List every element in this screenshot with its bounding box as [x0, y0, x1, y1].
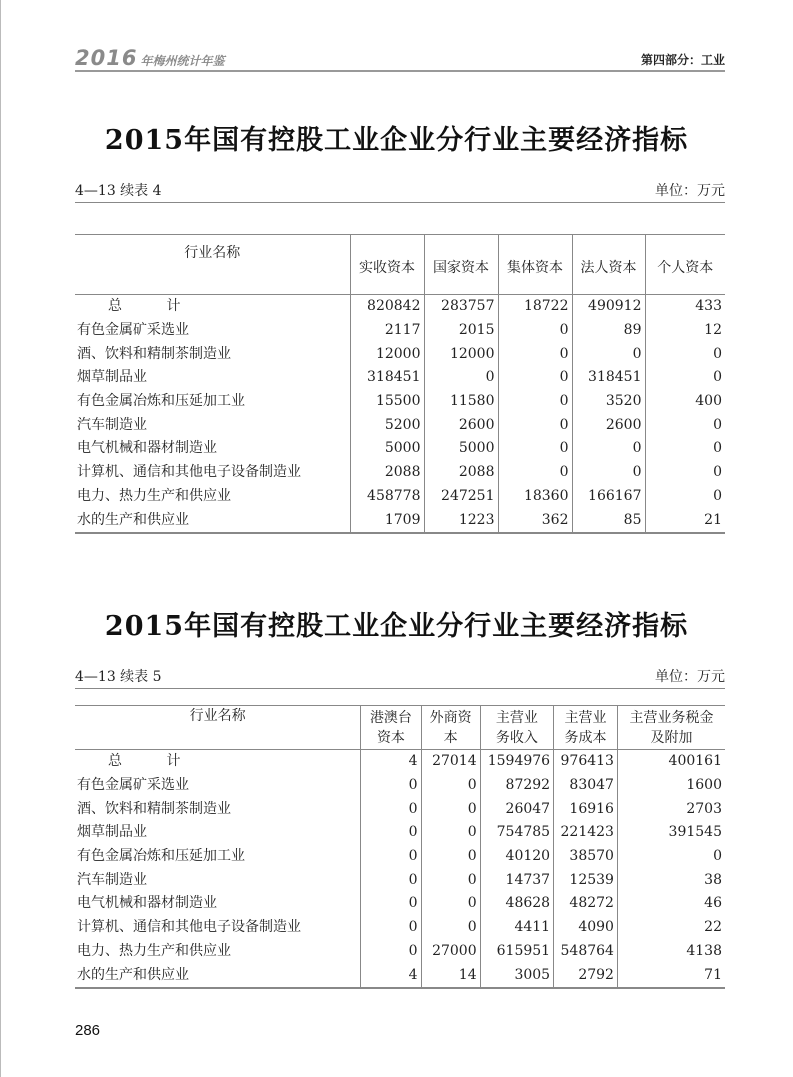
table-cell: 0	[645, 366, 725, 390]
table-cell: 2015	[424, 319, 498, 343]
table-cell: 0	[498, 366, 572, 390]
table5-subline	[75, 664, 725, 689]
table-cell: 14737	[480, 868, 553, 892]
col-header-line1: 港澳台	[369, 709, 412, 726]
table-cell: 48272	[554, 892, 618, 916]
table-cell: 0	[498, 437, 572, 461]
table-cell: 0	[361, 868, 421, 892]
table-cell: 1223	[424, 508, 498, 533]
table-cell: 83047	[554, 774, 618, 798]
table-cell: 400161	[617, 750, 725, 774]
table-cell: 754785	[480, 821, 553, 845]
table-cell: 400	[645, 390, 725, 414]
table-cell: 318451	[350, 366, 424, 390]
table-cell: 12000	[424, 342, 498, 366]
col-header-line1: 外商资本	[429, 709, 472, 746]
section-label: 第四部分：工业	[640, 53, 725, 67]
table-cell: 433	[645, 295, 725, 319]
table-cell: 0	[498, 461, 572, 485]
col-header-industry: 行业名称	[184, 245, 241, 261]
table-cell: 12539	[554, 868, 618, 892]
row-label-industry: 计算机、通信和其他电子设备制造业	[77, 464, 301, 481]
table-cell: 15500	[350, 390, 424, 414]
table-row	[75, 319, 725, 343]
table-cell: 0	[572, 437, 645, 461]
col-header-line2: 务成本	[564, 729, 607, 746]
row-label-industry: 汽车制造业	[77, 871, 147, 888]
table-row	[75, 437, 725, 461]
table-cell: 0	[498, 342, 572, 366]
table-cell: 22	[617, 916, 725, 940]
table-cell: 976413	[554, 750, 618, 774]
table-row	[75, 342, 725, 366]
row-label-industry: 酒、饮料和精制茶制造业	[77, 345, 231, 362]
row-label-industry: 有色金属矿采选业	[77, 777, 189, 794]
table4-unit: 单位：万元	[655, 183, 725, 199]
brand-year: 2016	[75, 46, 138, 70]
col-header-line2: 及附加	[650, 729, 693, 746]
col-header-line1: 主营业	[564, 709, 607, 726]
table-cell: 0	[361, 940, 421, 964]
row-label-industry: 酒、饮料和精制茶制造业	[77, 800, 231, 817]
table4	[75, 234, 725, 534]
table-cell: 0	[421, 916, 480, 940]
table-cell: 5000	[350, 437, 424, 461]
table-cell: 820842	[350, 295, 424, 319]
table-row	[75, 797, 725, 821]
table-row	[75, 868, 725, 892]
table-cell: 4	[361, 963, 421, 988]
col-header	[421, 706, 480, 750]
table-cell: 0	[421, 797, 480, 821]
table-cell: 2703	[617, 797, 725, 821]
col-header-industry	[75, 706, 361, 750]
table-cell: 5200	[350, 413, 424, 437]
table-cell: 0	[498, 413, 572, 437]
table-cell: 1594976	[480, 750, 553, 774]
table-row	[75, 963, 725, 988]
col-header-line2: 务收入	[495, 729, 538, 746]
table-cell: 0	[421, 868, 480, 892]
row-label-industry: 电力、热力生产和供应业	[77, 487, 231, 504]
row-label-industry: 电气机械和器材制造业	[77, 895, 217, 912]
table-cell: 27000	[421, 940, 480, 964]
table-cell: 0	[421, 821, 480, 845]
table-cell: 0	[645, 413, 725, 437]
table4-body	[75, 295, 725, 533]
table-cell: 2600	[424, 413, 498, 437]
table-cell: 38	[617, 868, 725, 892]
table-row	[75, 295, 725, 319]
table-row	[75, 916, 725, 940]
table-cell: 0	[498, 319, 572, 343]
table-cell: 458778	[350, 485, 424, 509]
row-label-industry: 有色金属矿采选业	[77, 322, 189, 339]
row-label-industry: 水的生产和供应业	[75, 963, 361, 988]
table-cell: 0	[645, 485, 725, 509]
table-cell: 0	[421, 892, 480, 916]
table-cell: 0	[361, 797, 421, 821]
table-cell: 48628	[480, 892, 553, 916]
table-cell: 26047	[480, 797, 553, 821]
table-cell: 11580	[424, 390, 498, 414]
table-row	[75, 366, 725, 390]
table-row	[75, 485, 725, 509]
col-header: 法人资本	[572, 235, 645, 295]
row-label-total: 总 计	[108, 753, 201, 770]
table-cell: 0	[645, 461, 725, 485]
table-cell: 0	[421, 774, 480, 798]
table5	[75, 705, 725, 989]
table-cell: 12	[645, 319, 725, 343]
col-header: 个人资本	[645, 235, 725, 295]
table-cell: 615951	[480, 940, 553, 964]
table-cell: 548764	[554, 940, 618, 964]
row-label-industry: 电气机械和器材制造业	[77, 440, 217, 457]
table-cell: 18360	[498, 485, 572, 509]
table-row	[75, 845, 725, 869]
table-cell: 247251	[424, 485, 498, 509]
table-cell: 16916	[554, 797, 618, 821]
table-cell: 4	[361, 750, 421, 774]
table-cell: 4138	[617, 940, 725, 964]
table-cell: 85	[572, 508, 645, 533]
table-row	[75, 413, 725, 437]
table-cell: 5000	[424, 437, 498, 461]
table5-body	[75, 750, 725, 988]
table-cell: 0	[421, 845, 480, 869]
col-header-text: 行业名称	[189, 708, 246, 724]
table-cell: 391545	[617, 821, 725, 845]
table-row	[75, 461, 725, 485]
row-label-industry: 有色金属冶炼和压延加工业	[77, 848, 245, 865]
table-cell: 89	[572, 319, 645, 343]
row-label-industry: 烟草制品业	[77, 824, 147, 841]
table-cell: 1600	[617, 774, 725, 798]
table-cell: 221423	[554, 821, 618, 845]
table-cell: 0	[361, 892, 421, 916]
table-cell: 2088	[350, 461, 424, 485]
table-cell: 0	[361, 821, 421, 845]
table-cell: 38570	[554, 845, 618, 869]
table5-unit: 单位：万元	[655, 669, 725, 685]
table-cell: 2792	[554, 963, 618, 988]
table-cell: 0	[572, 461, 645, 485]
table-cell: 2117	[350, 319, 424, 343]
table4-header-row	[75, 235, 725, 295]
table-cell: 71	[617, 963, 725, 988]
table-cell: 0	[498, 390, 572, 414]
table-cell: 40120	[480, 845, 553, 869]
page-edge	[0, 0, 1, 1077]
table4-subline	[75, 178, 725, 203]
table-cell: 318451	[572, 366, 645, 390]
col-header	[554, 706, 618, 750]
row-label-industry: 烟草制品业	[77, 369, 147, 386]
table-row	[75, 750, 725, 774]
table5-header-row	[75, 706, 725, 750]
table-cell: 46	[617, 892, 725, 916]
table-cell: 18722	[498, 295, 572, 319]
col-header-line2: 资本	[376, 729, 405, 746]
table-cell: 14	[421, 963, 480, 988]
table5-code: 4—13 续表 5	[75, 669, 162, 685]
table-row	[75, 892, 725, 916]
table4-code: 4—13 续表 4	[75, 183, 162, 199]
yearbook-brand	[75, 46, 224, 70]
row-label-industry: 计算机、通信和其他电子设备制造业	[77, 919, 301, 936]
row-label-industry: 汽车制造业	[77, 416, 147, 433]
table4-title: 2015年国有控股工业企业分行业主要经济指标	[104, 125, 689, 156]
table-cell: 4411	[480, 916, 553, 940]
table-cell: 12000	[350, 342, 424, 366]
table-cell: 3520	[572, 390, 645, 414]
col-header	[361, 706, 421, 750]
table-cell: 87292	[480, 774, 553, 798]
brand-name: 年梅州统计年鉴	[140, 54, 225, 68]
table-row	[75, 821, 725, 845]
col-header-line1: 主营业务税金	[629, 709, 714, 726]
table-cell: 362	[498, 508, 572, 533]
table-cell: 3005	[480, 963, 553, 988]
table-cell: 0	[361, 916, 421, 940]
table-row	[75, 390, 725, 414]
col-header: 实收资本	[350, 235, 424, 295]
row-label-industry: 水的生产和供应业	[75, 508, 350, 533]
page-header	[75, 46, 725, 72]
table-cell: 0	[361, 845, 421, 869]
table-cell: 0	[617, 845, 725, 869]
table5-title: 2015年国有控股工业企业分行业主要经济指标	[104, 611, 689, 642]
table-cell: 0	[572, 342, 645, 366]
table-cell: 0	[645, 437, 725, 461]
table-cell: 2088	[424, 461, 498, 485]
col-header	[480, 706, 553, 750]
table-row	[75, 508, 725, 533]
table-cell: 27014	[421, 750, 480, 774]
page-number: 286	[75, 1022, 101, 1039]
row-label-total: 总 计	[108, 298, 201, 315]
table-cell: 166167	[572, 485, 645, 509]
col-header-line1: 主营业	[495, 709, 538, 726]
table-cell: 283757	[424, 295, 498, 319]
table-row	[75, 774, 725, 798]
col-header	[617, 706, 725, 750]
table-cell: 4090	[554, 916, 618, 940]
table-cell: 2600	[572, 413, 645, 437]
table-row	[75, 940, 725, 964]
table-cell: 1709	[350, 508, 424, 533]
table-cell: 490912	[572, 295, 645, 319]
col-header: 国家资本	[424, 235, 498, 295]
table-cell: 0	[645, 342, 725, 366]
table-cell: 21	[645, 508, 725, 533]
table-cell: 0	[361, 774, 421, 798]
col-header: 集体资本	[498, 235, 572, 295]
row-label-industry: 有色金属冶炼和压延加工业	[77, 393, 245, 410]
table-cell: 0	[424, 366, 498, 390]
row-label-industry: 电力、热力生产和供应业	[77, 942, 231, 959]
